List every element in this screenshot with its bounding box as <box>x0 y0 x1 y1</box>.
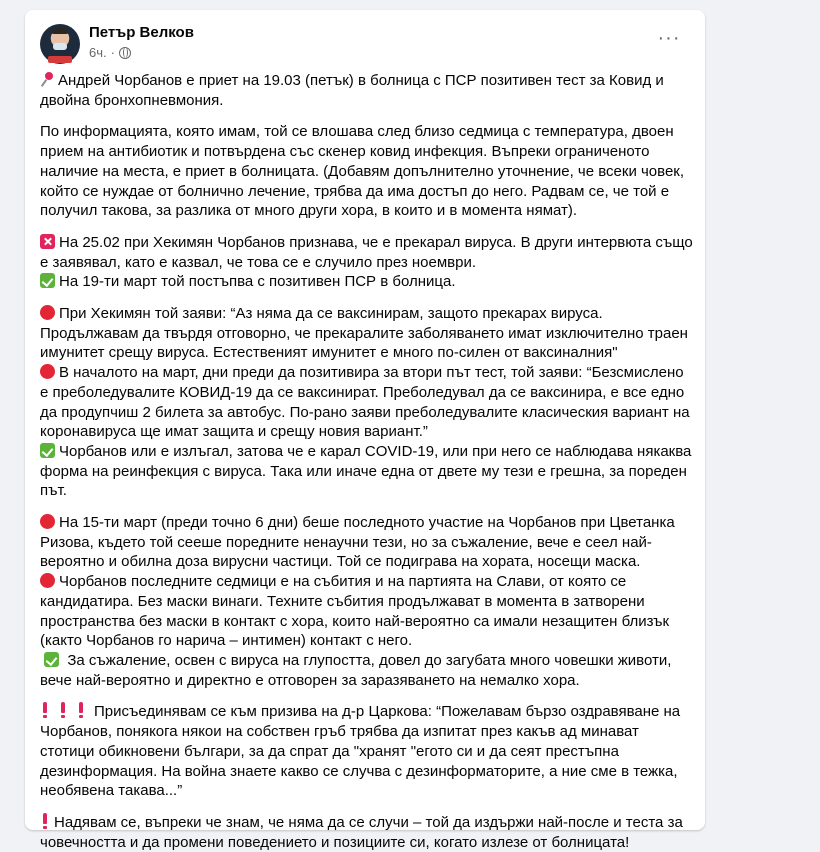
paragraph-text: За съжаление, освен с вируса на глупостта, довел до загубата много човешки животи, вече най-вероятно и директно е отговорен за заразяването на немалко хора. <box>40 651 672 689</box>
paragraph-info <box>40 122 695 221</box>
paragraph-text: Чорбанов или е излъгал, затова че е карал COVID-19, или при него се наблюдава някаква форма на реинфекция с вируса. Така или иначе една от двете му тези е грешна, за пореден път. <box>40 442 692 500</box>
paragraph-text: Чорбанов последните седмици е на събития и на партията на Слави, от която се кандидатира. Без маски винаги. Техните събития продължават в момента в затворени пространства без маски в контакт с хора, които най-вероятно са имали незащитен близък (както Чорбанов го нарича – интимен) контакт с него. <box>40 573 670 650</box>
line-conclusion-1 <box>40 442 695 501</box>
line-quote-1 <box>40 304 695 363</box>
line-quote-2 <box>40 363 695 442</box>
post-meta <box>89 45 131 60</box>
paragraph-hope <box>40 813 695 852</box>
exclamation-icon <box>40 813 50 829</box>
paragraph-text: При Хекимян той заяви: “Аз няма да се ваксинирам, защото прекарах вируса. Продължавам да твърдя отговорно, че прекаралите заболяването имат изключително траен имунитет срещу вируса. Естественият имунитет е много по-силен от ваксиналния" <box>40 305 688 362</box>
line-events <box>40 572 695 651</box>
globe-icon[interactable] <box>119 47 131 59</box>
red-circle-icon <box>40 514 55 529</box>
paragraph-text: На 25.02 при Хекимян Чорбанов признава, че е прекарал вируса. В други интервюта също е заявявал, като е казвал, че това се е случило през ноември. <box>40 233 693 271</box>
check-mark-icon <box>40 273 55 288</box>
check-mark-icon <box>44 652 59 667</box>
cross-mark-icon <box>40 234 55 249</box>
red-circle-icon <box>40 573 55 588</box>
paragraph-call <box>40 702 695 801</box>
post-card <box>25 10 705 851</box>
line-conclusion-2 <box>40 651 695 690</box>
more-options-button[interactable]: ··· <box>657 27 681 49</box>
avatar-hair <box>52 28 68 34</box>
meta-separator: · <box>110 45 115 60</box>
paragraph-text: На 15-ти март (преди точно 6 дни) беше последното участие на Чорбанов при Цветанка Ризова, където той сееше поредните ненаучни тези, но за съжаление, вече е сеел най-вероятно и обилна доза вирусни частици. Той се подиграва на хората, носещи маска. <box>40 514 675 571</box>
paragraph-text: Надявам се, въпреки че знам, че няма да се случи – той да издържи най-после и теста за човечността и да промени поведението и позициите си, когато излезе от болницата! <box>40 813 683 851</box>
paragraph-intro <box>40 71 695 110</box>
paragraph-text: В началото на март, дни преди да позитивира за втори път тест, той заяви: “Безсмислено е преболедувалите КОВИД-19 да се ваксинират. Преболедувал да се ваксинира, е все едно да продупчиш 2 билета за автобус. По-рано заяви преболедувалите класическия вариант на коронавируса ще имат защита и срещу новия вариант.” <box>40 364 690 441</box>
avatar[interactable] <box>40 24 80 64</box>
post-header <box>25 10 705 72</box>
paragraph-text: По информацията, която имам, той се влошава след близо седмица с температура, двоен прием на антибиотик и потвърдена със скенер ковид инфекция. Въпреки ограниченото наличие на места, е приет в болницата. (Добавям допълнително уточнение, че всеки човек, който се нуждае от болнично лечение, трябва да има достъп до него. Радвам се, че той е получил такова, за разлика от много други хора, в които и в момента нямат). <box>40 123 685 220</box>
line-positive-test <box>40 272 695 292</box>
paragraph-text: Андрей Чорбанов е приет на 19.03 (петък) в болница с ПСР позитивен тест за Ковид и двойна бронхопневмония. <box>40 72 664 109</box>
pushpin-icon <box>40 71 54 87</box>
line-admission-claim <box>40 233 695 272</box>
line-tv-appearance <box>40 513 695 572</box>
avatar-badge <box>48 56 72 63</box>
post-body <box>40 71 695 852</box>
avatar-mask <box>53 43 67 50</box>
author-name[interactable]: Петър Велков <box>89 24 194 41</box>
red-circle-icon <box>40 364 55 379</box>
post-time[interactable]: 6ч. <box>89 45 107 60</box>
check-mark-icon <box>40 443 55 458</box>
exclamation-icon <box>40 702 50 718</box>
paragraph-text: На 19-ти март той постъпва с позитивен ПСР в болница. <box>59 273 456 291</box>
exclamation-icon <box>76 702 86 718</box>
paragraph-text: Присъединявам се към призива на д-р Царкова: “Пожелавам бързо оздравяване на Чорбанов, понякога някои на собствен гръб трябва да изпитат през какъв ад минават стотици обикновени българи, за да спрат да "хранят "егото си и да сеят престъпна дезинформация. На война знаете какво се случва с дезинформаторите, а ние сме в тежка, необявена такава...” <box>40 703 681 800</box>
exclamation-icon <box>58 702 68 718</box>
red-circle-icon <box>40 305 55 320</box>
